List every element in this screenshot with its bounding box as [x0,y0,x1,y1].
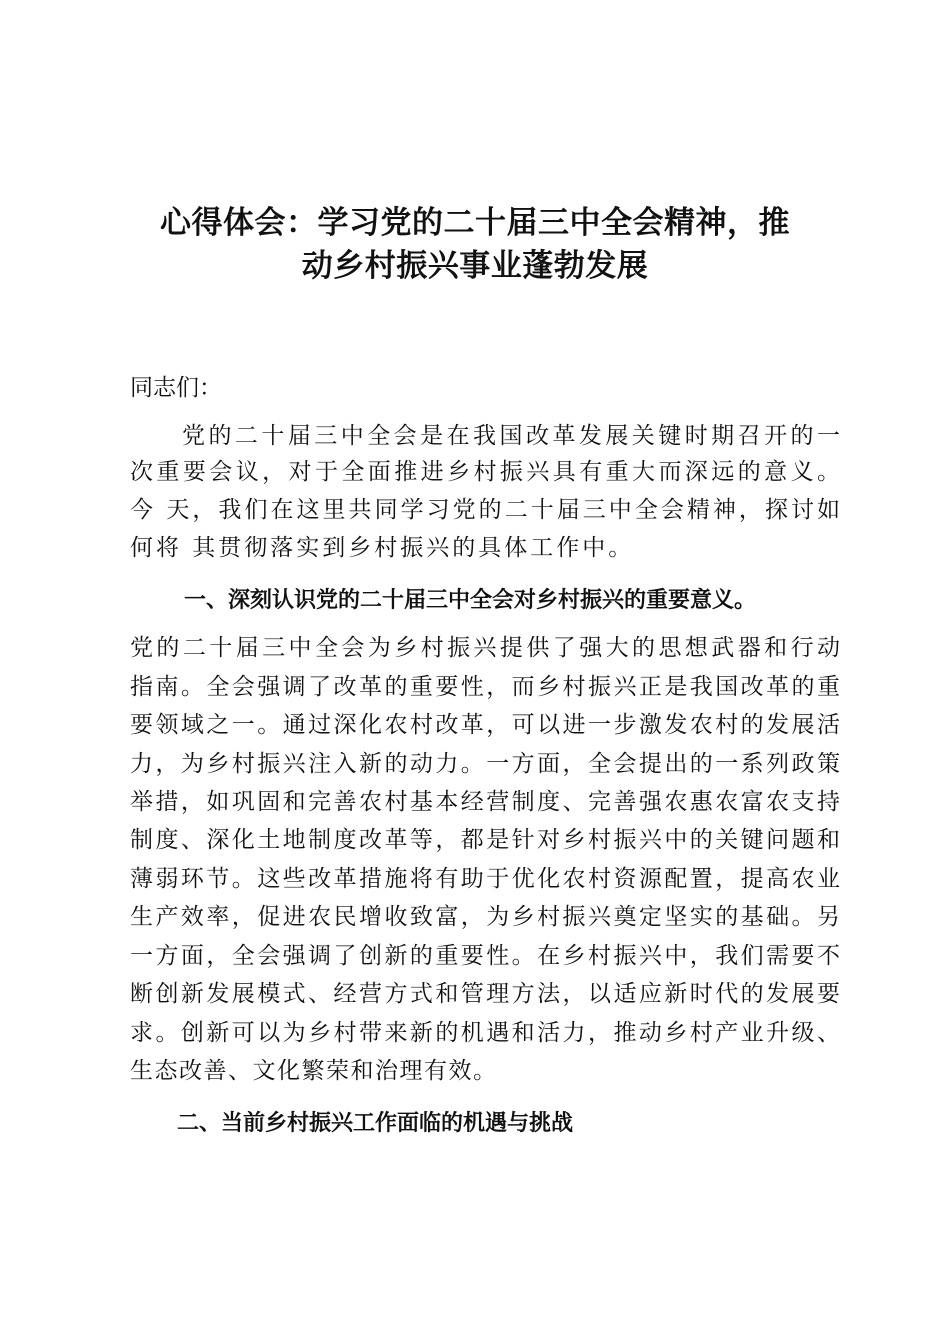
intro-line: 次重要会议，对于全面推进乡村振兴具有重大而深远的意义。 [130,459,840,485]
section-1-line: 制度、深化土地制度改革等，都是针对乡村振兴中的关键问题和 [130,827,840,853]
section-1-line: 要领域之一。通过深化农村改革，可以进一步激发农村的发展活 [130,712,840,738]
section-2-heading: 二、当前乡村振兴工作面临的机遇与挑战 [177,1111,574,1136]
section-1-line: 薄弱环节。这些改革措施将有助于优化农村资源配置，提高农业 [130,866,840,892]
intro-line: 党的二十届三中全会是在我国改革发展关键时期召开的一 [182,423,840,449]
section-1-line: 举措，如巩固和完善农村基本经营制度、完善强农惠农富农支持 [130,789,840,815]
section-1-line: 断创新发展模式、经营方式和管理方法，以适应新时代的发展要 [130,981,840,1007]
salutation: 同志们： [130,375,222,401]
section-1-line: 生产效率，促进农民增收致富，为乡村振兴奠定坚实的基础。另 [130,904,840,930]
section-1-line: 求。创新可以为乡村带来新的机遇和活力，推动乡村产业升级、 [130,1020,840,1046]
document-title-line-1: 心得体会：学习党的二十届三中全会精神，推 [160,205,790,241]
intro-line: 今 天，我们在这里共同学习党的二十届三中全会精神，探讨如 [130,497,840,523]
section-1-heading: 一、深刻认识党的二十届三中全会对乡村振兴的重要意义。 [184,588,757,613]
section-1-line: 力，为乡村振兴注入新的动力。一方面，全会提出的一系列政策 [130,751,840,777]
intro-line: 何将 其贯彻落实到乡村振兴的具体工作中。 [130,535,635,561]
section-1-line: 党的二十届三中全会为乡村振兴提供了强大的思想武器和行动 [130,635,840,661]
section-1-line: 生态改善、文化繁荣和治理有效。 [130,1058,498,1084]
section-1-line: 一方面，全会强调了创新的重要性。在乡村振兴中，我们需要不 [130,943,840,969]
section-1-line: 指南。全会强调了改革的重要性，而乡村振兴正是我国改革的重 [130,674,840,700]
document-title-line-2: 动乡村振兴事业蓬勃发展 [301,248,649,284]
